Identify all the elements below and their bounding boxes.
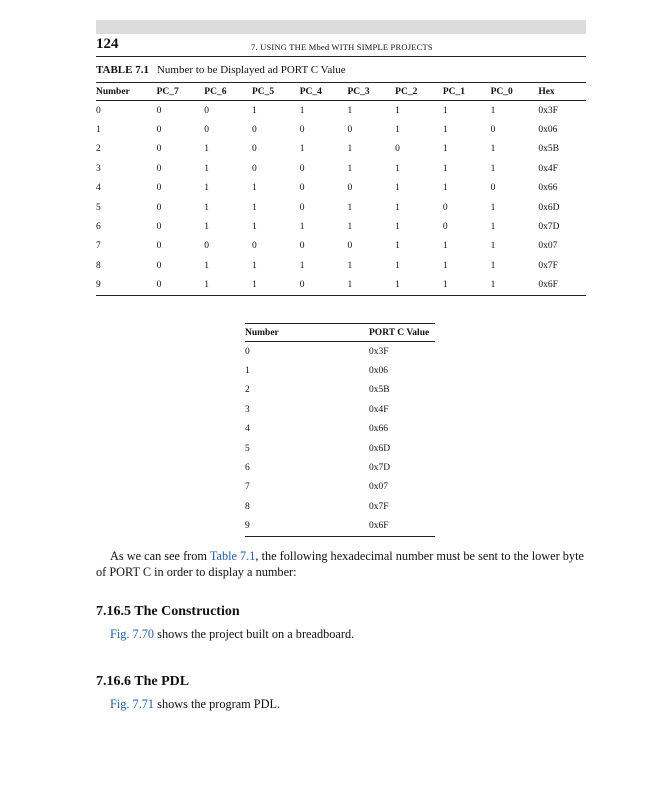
table-cell: 1 bbox=[490, 241, 496, 252]
table-cell: 1 bbox=[347, 222, 353, 233]
table-cell: 0 bbox=[156, 125, 162, 136]
table-cell: 1 bbox=[299, 105, 305, 116]
table-cell: 1 bbox=[252, 202, 257, 213]
table-cell: 1 bbox=[395, 222, 400, 233]
table-cell: 1 bbox=[442, 260, 448, 271]
table-cell: 0 bbox=[157, 276, 205, 296]
table-cell: 0 bbox=[156, 163, 162, 174]
section-text: shows the program PDL. bbox=[154, 697, 281, 711]
table-cell: 0x4F bbox=[369, 404, 389, 415]
table-cell: 0x4F bbox=[538, 163, 558, 174]
table-cell: 0x5B bbox=[538, 144, 559, 155]
column-header: PC_3 bbox=[347, 83, 395, 101]
table-header-row bbox=[245, 324, 435, 342]
table-cell: 1 bbox=[347, 105, 353, 116]
body-paragraph bbox=[96, 548, 588, 580]
header-bar bbox=[96, 20, 586, 34]
table-cell: 0 bbox=[156, 144, 162, 155]
table-cell: 1 bbox=[245, 366, 250, 377]
table-cell: 0x6D bbox=[369, 443, 391, 454]
table-cell: 0x6D bbox=[538, 202, 560, 213]
table-cell: 0 bbox=[252, 125, 257, 136]
table-row bbox=[245, 342, 435, 362]
table-cell: 1 bbox=[299, 222, 305, 233]
table-cell: 1 bbox=[442, 163, 448, 174]
column-header: PORT C Value bbox=[369, 324, 435, 342]
table-cell: 0x5B bbox=[369, 385, 390, 396]
table-cell: 1 bbox=[204, 276, 252, 296]
table-cell: 0 bbox=[96, 105, 101, 116]
table-cell: 0 bbox=[300, 276, 348, 296]
table-cell: 1 bbox=[442, 125, 448, 136]
table-cell: 1 bbox=[347, 276, 395, 296]
table-cell: 0 bbox=[156, 260, 162, 271]
table-cell: 1 bbox=[252, 105, 257, 116]
table-row bbox=[96, 237, 586, 256]
figure-reference-link[interactable]: Fig. 7.71 bbox=[110, 697, 155, 711]
column-header: Hex bbox=[538, 83, 586, 101]
table-row bbox=[96, 159, 586, 178]
table-cell: 0 bbox=[252, 163, 257, 174]
table-row bbox=[96, 217, 586, 236]
table-cell: 1 bbox=[442, 183, 448, 194]
table-cell: 1 bbox=[395, 276, 443, 296]
table-cell: 1 bbox=[347, 163, 353, 174]
table-row bbox=[245, 458, 435, 477]
table-cell: 1 bbox=[442, 144, 448, 155]
table-row bbox=[245, 361, 435, 380]
table-cell: 0 bbox=[156, 183, 162, 194]
table-title: Number to be Displayed ad PORT C Value bbox=[156, 64, 346, 76]
table-cell: 0x7F bbox=[369, 501, 389, 512]
table-row bbox=[245, 400, 435, 419]
column-header: Number bbox=[96, 83, 157, 101]
table-reference-link[interactable]: Table 7.1 bbox=[209, 549, 256, 563]
table-cell: 1 bbox=[395, 125, 400, 136]
table-row bbox=[96, 198, 586, 217]
table-cell: 0 bbox=[299, 183, 305, 194]
table-cell: 0x07 bbox=[538, 241, 558, 252]
table-cell: 4 bbox=[245, 424, 250, 435]
table-cell: 7 bbox=[96, 241, 101, 252]
section-heading-pdl: 7.16.6 The PDL bbox=[96, 674, 190, 689]
table-cell: 3 bbox=[245, 404, 250, 415]
table-cell: 0x66 bbox=[369, 424, 388, 435]
table-cell: 0x7F bbox=[538, 260, 558, 271]
table-cell: 0 bbox=[442, 222, 448, 233]
port-c-value-table bbox=[245, 323, 435, 537]
table-cell: 1 bbox=[395, 183, 400, 194]
table-cell: 1 bbox=[347, 202, 353, 213]
table-cell: 0 bbox=[156, 241, 162, 252]
table-cell: 1 bbox=[395, 260, 400, 271]
table-cell: 0 bbox=[347, 125, 353, 136]
table-row bbox=[245, 381, 435, 400]
table-cell: 5 bbox=[96, 202, 101, 213]
table-row bbox=[245, 517, 435, 537]
table-cell: 8 bbox=[96, 260, 101, 271]
table-cell: 0 bbox=[156, 105, 162, 116]
table-cell: 1 bbox=[395, 163, 400, 174]
table-cell: 7 bbox=[245, 482, 250, 493]
table-cell: 1 bbox=[442, 105, 448, 116]
table-row bbox=[96, 101, 586, 121]
table-cell: 3 bbox=[96, 163, 101, 174]
table-cell: 9 bbox=[245, 517, 369, 537]
column-header: Number bbox=[245, 324, 369, 342]
table-label: TABLE 7.1 bbox=[96, 64, 149, 76]
table-cell: 0 bbox=[299, 163, 305, 174]
table-cell: 0 bbox=[245, 346, 250, 357]
table-cell: 0 bbox=[395, 144, 400, 155]
column-header: PC_6 bbox=[204, 83, 252, 101]
table-cell: 0x3F bbox=[369, 346, 389, 357]
table-cell: 0x7D bbox=[369, 463, 391, 474]
table-row bbox=[245, 497, 435, 516]
page-number: 124 bbox=[96, 36, 119, 52]
column-header: PC_2 bbox=[395, 83, 443, 101]
table-row bbox=[96, 140, 586, 159]
table-cell: 0 bbox=[252, 144, 257, 155]
table-cell: 1 bbox=[299, 144, 305, 155]
table-cell: 0x7D bbox=[538, 222, 560, 233]
table-cell: 0 bbox=[204, 241, 210, 252]
table-cell: 0 bbox=[299, 125, 305, 136]
column-header: PC_0 bbox=[491, 83, 539, 101]
table-cell: 1 bbox=[347, 144, 353, 155]
table-caption bbox=[96, 64, 346, 76]
table-cell: 1 bbox=[490, 163, 496, 174]
table-row bbox=[96, 256, 586, 275]
section-text: shows the project built on a breadboard. bbox=[154, 627, 355, 641]
column-header: PC_7 bbox=[157, 83, 205, 101]
table-cell: 0 bbox=[156, 222, 162, 233]
section-heading-construction: 7.16.5 The Construction bbox=[96, 604, 240, 619]
table-cell: 1 bbox=[204, 144, 210, 155]
port-c-bit-table bbox=[96, 82, 586, 296]
table-cell: 1 bbox=[204, 260, 210, 271]
table-cell: 1 bbox=[252, 260, 257, 271]
table-cell: 2 bbox=[96, 144, 101, 155]
table-cell: 6 bbox=[96, 222, 101, 233]
table-cell: 0 bbox=[347, 183, 353, 194]
table-cell: 1 bbox=[96, 125, 101, 136]
table-row bbox=[245, 420, 435, 439]
table-cell: 1 bbox=[204, 163, 210, 174]
section-text-pdl bbox=[110, 697, 280, 712]
table-cell: 1 bbox=[252, 183, 257, 194]
table-cell: 1 bbox=[252, 276, 300, 296]
table-cell: 0 bbox=[156, 202, 162, 213]
table-cell: 2 bbox=[245, 385, 250, 396]
table-cell: 0x06 bbox=[538, 125, 558, 136]
table-cell: 1 bbox=[442, 241, 448, 252]
table-cell: 1 bbox=[252, 222, 257, 233]
table-cell: 1 bbox=[490, 222, 496, 233]
table-cell: 0 bbox=[299, 241, 305, 252]
table-cell: 6 bbox=[245, 463, 250, 474]
table-cell: 1 bbox=[491, 276, 539, 296]
table-row bbox=[245, 439, 435, 458]
table-cell: 0x3F bbox=[538, 105, 558, 116]
figure-reference-link[interactable]: Fig. 7.70 bbox=[110, 627, 155, 641]
table-cell: 9 bbox=[96, 276, 157, 296]
column-header: PC_1 bbox=[443, 83, 491, 101]
table-row bbox=[96, 276, 586, 296]
table-cell: 0x06 bbox=[369, 366, 388, 377]
table-cell: 0 bbox=[204, 105, 210, 116]
table-cell: 0 bbox=[204, 125, 210, 136]
table-row bbox=[96, 120, 586, 139]
column-header: PC_5 bbox=[252, 83, 300, 101]
table-cell: 1 bbox=[490, 144, 496, 155]
table-cell: 0 bbox=[347, 241, 353, 252]
table-row bbox=[96, 179, 586, 198]
table-cell: 1 bbox=[204, 202, 210, 213]
paragraph-text: As we can see from bbox=[110, 549, 210, 563]
table-cell: 0 bbox=[490, 125, 496, 136]
column-header: PC_4 bbox=[300, 83, 348, 101]
table-cell: 1 bbox=[443, 276, 491, 296]
table-header-row bbox=[96, 83, 586, 101]
table-cell: 1 bbox=[204, 183, 210, 194]
table-cell: 0 bbox=[490, 183, 496, 194]
table-cell: 1 bbox=[299, 260, 305, 271]
table-cell: 0x6F bbox=[369, 517, 435, 537]
table-cell: 0 bbox=[442, 202, 448, 213]
table-cell: 1 bbox=[347, 260, 353, 271]
table-cell: 1 bbox=[395, 105, 400, 116]
running-head: 7. USING THE Mbed WITH SIMPLE PROJECTS bbox=[251, 42, 433, 52]
table-cell: 1 bbox=[490, 202, 496, 213]
table-cell: 0x07 bbox=[369, 482, 388, 493]
table-cell: 1 bbox=[490, 260, 496, 271]
section-text-construction bbox=[110, 627, 354, 642]
page-header bbox=[96, 36, 586, 57]
table-cell: 0x66 bbox=[538, 183, 558, 194]
table-cell: 0 bbox=[299, 202, 305, 213]
table-cell: 0x6F bbox=[538, 276, 586, 296]
table-cell: 8 bbox=[245, 501, 250, 512]
paragraph-text: , the following hexadecimal number must be sent to the lower byte of PORT C in order to display a number: bbox=[96, 549, 584, 579]
table-cell: 0 bbox=[252, 241, 257, 252]
table-cell: 1 bbox=[395, 241, 400, 252]
table-cell: 1 bbox=[204, 222, 210, 233]
table-cell: 5 bbox=[245, 443, 250, 454]
table-row bbox=[245, 478, 435, 497]
table-cell: 1 bbox=[490, 105, 496, 116]
table-cell: 1 bbox=[395, 202, 400, 213]
table-cell: 4 bbox=[96, 183, 101, 194]
